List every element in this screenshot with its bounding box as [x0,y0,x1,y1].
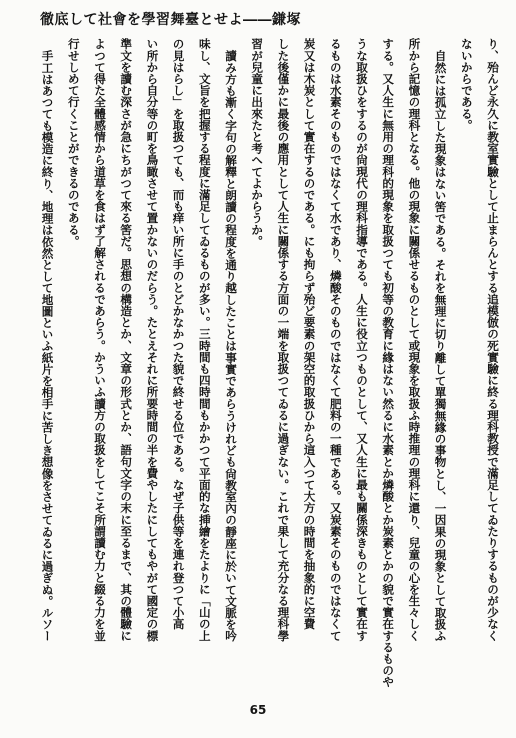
text-column: した後僅かに最後の應用として人生に關係する方面の一端を取扱つてゐるに過ぎない。これで果して充分なる理科學 [276,38,291,642]
text-column: よつて得た全體感情から道草を食はず了解されるであらう。かういふ讀方の取扱をしてこそ所謂讀む力と綴る力を並 [93,38,107,642]
text-column: 所から記憶の理科となる。他の現象に關係せるものとして或現象を取扱ふ時推理の理科に還り、兒童の心を生々しく [407,38,422,642]
text-column: 手工はあつても模造に終り、地理は依然として地圖といふ紙片を相手に苦しき想像をさせてゐるに過ぎぬ。ルソー [40,49,55,642]
text-column: 讀み方も漸く字句の解釋と朗讀の程度を通り越したことは事實であらうけれども尙教室內の靜座に於いて文脈を吟 [224,49,238,642]
text-column: 習が兒童に出來たと考へてよからうか。 [250,38,265,247]
text-column: るものは水素そのものではなくて水であり、燐酸そのものではなくて肥料の一種である。又炭素そのものではなくて [328,38,343,642]
text-column: 準文を讀む深さが急にちがつて來る筈だ。思想の構造とか、文章の形式とか、語句文字の末に至るまで、其の體驗に [119,38,134,642]
body-text [0,38,516,694]
text-column: 自然には孤立した現象はない筈である。それを無理に切り離して單獨無緣の事物とし、一因果の現象として取扱ふ [433,49,448,642]
text-column: する。又人生に無用の理科的現象を取扱つても初等の教育に緣はない然るに水素とか燐酸とか炭素とかの貌で實在するものや [381,38,396,688]
text-column: うな取扱ひをするのが尙現代の理科指導である。人生に役立つものとして、又人生に最も關係深きものとして實在す [355,38,369,642]
text-column: 行せしめて行くことができるのである。 [66,38,81,247]
text-column: い所から自分等の町を鳥瞰させて置かないのだらう。たとえそれに所要時間の半を費やしたにしてもやがて國定の標 [145,38,160,642]
text-column: 味し、文旨を把握する程度に滿足してゐるものが多い。三時間も四時間もかかつて平面的な挿繪をたよりに「山の上 [197,38,212,642]
text-column: ないからである。 [459,38,474,131]
running-head: 徹底して社會を學習舞臺とせよ――鎌塚 [40,12,301,28]
page-number: 65 [249,703,267,717]
text-column: 炭又は木炭として實在するのである。にも拘らず殆ど要素の架空的取扱ひから這入つて大方の時間を抽象的に空費 [302,38,317,630]
text-column: り、殆んど永久に教室實驗として止まらんとする追模倣の死實驗に終る理科教授で滿足してゐたりするものが少なく [486,38,500,642]
text-column: の見はらし」を取扱つても、而も痒い所に手のとどかなかつた貌で終せる位である。なぜ子供等を連れ登つて小高 [171,38,186,630]
